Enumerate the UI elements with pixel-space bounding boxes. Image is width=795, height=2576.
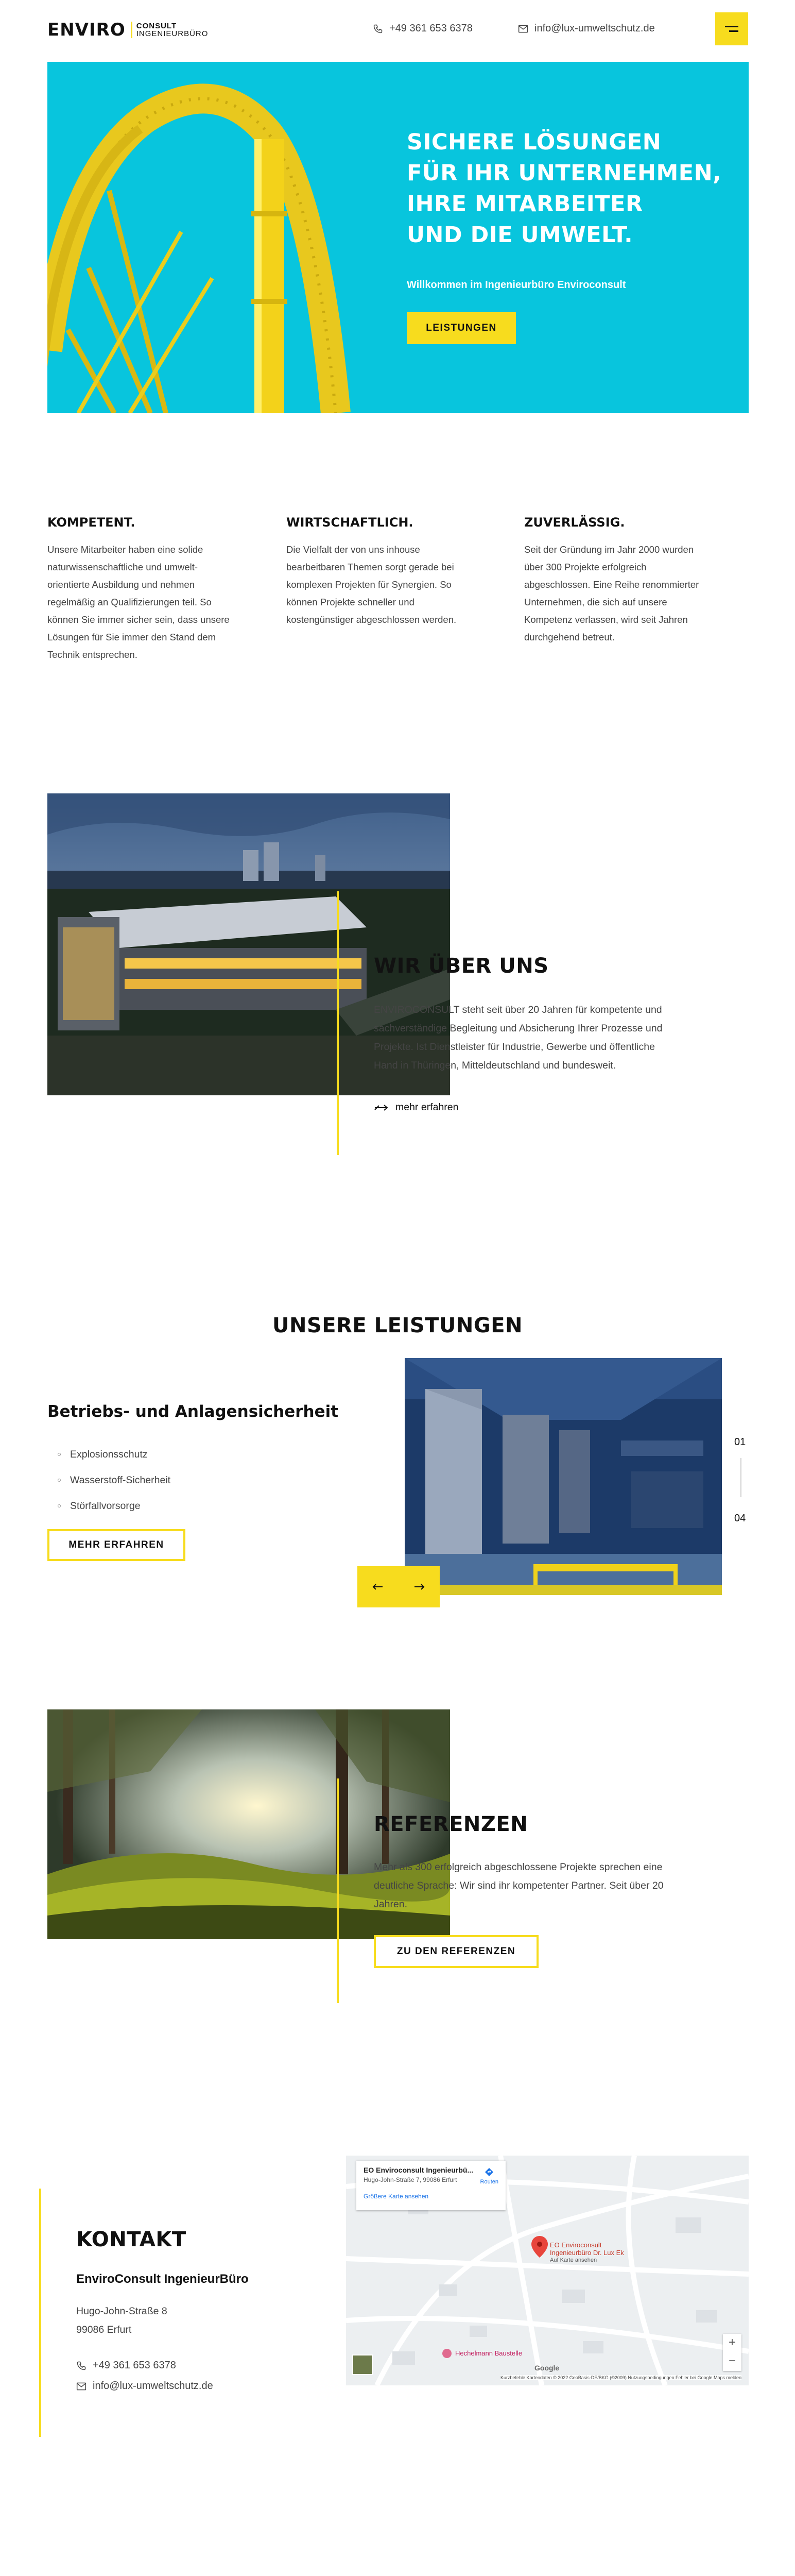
map-card-address: Hugo-John-Straße 7, 99086 Erfurt: [364, 2176, 457, 2183]
map-card-larger-link[interactable]: Größere Karte ansehen: [364, 2193, 429, 2200]
phone-icon: [373, 24, 383, 34]
value-text: [524, 541, 751, 646]
menu-button[interactable]: [715, 12, 748, 45]
value-text-line: können Projekte schneller und: [286, 597, 414, 607]
list-item-label: Wasserstoff-Sicherheit: [70, 1474, 171, 1486]
map-satellite-toggle[interactable]: [352, 2354, 373, 2375]
logo-sub-line-2: INGENIEURBÜRO: [136, 29, 209, 38]
value-text-line: komplexen Projekten für Synergien. So: [286, 579, 452, 590]
map-directions-label: Routen: [480, 2179, 498, 2185]
logo-divider: [131, 22, 132, 38]
slider-counter-current: 01: [734, 1436, 746, 1448]
list-item: [58, 1493, 170, 1519]
mail-icon: [76, 2382, 87, 2391]
contact-street: Hugo-John-Straße 8: [76, 2306, 167, 2317]
about-accent-line: [337, 891, 339, 1155]
value-wirtschaftlich: [286, 515, 503, 629]
contact-email: info@lux-umweltschutz.de: [93, 2380, 213, 2392]
value-zuverlaessig: [524, 515, 751, 646]
contact-address: [76, 2302, 167, 2339]
contact-accent-line: [39, 2189, 41, 2437]
phone-icon: [76, 2361, 87, 2371]
references-text-line: Jahren.: [374, 1899, 408, 1910]
about-title: WIR ÜBER UNS: [374, 954, 549, 978]
value-text-line: regelmäßig an Qualifizierungen teil. So: [47, 597, 212, 607]
value-title: WIRTSCHAFTLICH.: [286, 515, 413, 530]
value-text-line: können Sie immer sicher sein, dass unsere: [47, 614, 230, 625]
contact-title: KONTAKT: [76, 2228, 186, 2251]
value-text-line: Seit der Gründung im Jahr 2000 wurden: [524, 544, 694, 555]
arrow-right-icon: [374, 1104, 388, 1112]
contact-phone-link[interactable]: [76, 2360, 176, 2371]
mail-icon: [518, 24, 528, 33]
references-text-line: Mehr als 300 erfolgreich abgeschlossene Projekte sprechen eine: [374, 1861, 663, 1873]
bullet: [58, 1453, 61, 1456]
contact-email-link[interactable]: [76, 2380, 213, 2392]
value-text-line: Kompetenz verlassen, wird seit Jahren: [524, 614, 688, 625]
references-button[interactable]: ZU DEN REFERENZEN: [374, 1935, 539, 1968]
rollercoaster-image: [47, 62, 408, 413]
about-more-label: mehr erfahren: [395, 1101, 459, 1113]
contact-city: 99086 Erfurt: [76, 2324, 132, 2335]
value-text-line: orientierte Ausbildung und nehmen: [47, 579, 195, 590]
map-pin-label: [550, 2241, 624, 2264]
service-list: [58, 1442, 170, 1519]
references-text-line: deutliche Sprache: Wir sind ihr kompetenter Partner. Seit über 20: [374, 1880, 664, 1891]
hero-title-line: SICHERE LÖSUNGEN: [407, 129, 662, 155]
services-heading: UNSERE LEISTUNGEN: [272, 1314, 523, 1337]
value-text: [286, 541, 503, 629]
service-title: Betriebs- und Anlagensicherheit: [47, 1402, 339, 1421]
slider-progress-track: [740, 1458, 741, 1497]
value-text-line: kostengünstiger abgeschlossen werden.: [286, 614, 457, 625]
hero-title-line: IHRE MITARBEITER: [407, 191, 643, 217]
about-text-line: ENVIROCONSULT steht seit über 20 Jahren für kompetente und: [374, 1004, 662, 1015]
contact-phone: +49 361 653 6378: [93, 2360, 176, 2371]
header-phone-link[interactable]: [373, 23, 473, 35]
value-title: ZUVERLÄSSIG.: [524, 515, 625, 530]
zoom-out-icon[interactable]: −: [728, 2354, 736, 2368]
hero-title: [407, 127, 736, 250]
map-poi-label: Hechelmann Baustelle: [455, 2349, 523, 2357]
slider-controls: [357, 1566, 440, 1607]
list-item: [58, 1467, 170, 1493]
menu-icon-line-2: [729, 30, 738, 32]
value-text-line: bearbeitbaren Themen sorgt gerade bei: [286, 562, 454, 572]
map-info-card: [356, 2161, 506, 2210]
hero-leistungen-button[interactable]: LEISTUNGEN: [407, 312, 516, 344]
logo-wordmark: ENVIRO: [47, 20, 126, 40]
value-text-line: Technik entsprechen.: [47, 649, 137, 660]
references-title: REFERENZEN: [374, 1812, 528, 1836]
header-phone: +49 361 653 6378: [389, 23, 473, 34]
map-directions[interactable]: [480, 2167, 498, 2185]
value-text: [47, 541, 264, 664]
value-text-line: naturwissenschaftliche und umwelt-: [47, 562, 198, 572]
menu-icon-line-1: [725, 26, 738, 27]
directions-icon: [484, 2167, 494, 2177]
hero-title-line: UND DIE UMWELT.: [407, 222, 633, 248]
map-attribution: Kurzbefehle Kartendaten © 2022 GeoBasis-DE/BKG (©2009) Nutzungsbedingungen Fehler bei Google Maps melden: [500, 2375, 742, 2380]
about-text-line: sachverständige Begleitung und Absicherung Ihrer Prozesse und: [374, 1023, 663, 1034]
header-email: info@lux-umweltschutz.de: [534, 23, 655, 34]
value-title: KOMPETENT.: [47, 515, 135, 530]
list-item: [58, 1442, 170, 1467]
logo-sub-line-1: CONSULT: [136, 22, 177, 30]
value-text-line: Unsere Mitarbeiter haben eine solide: [47, 544, 203, 555]
logo-subtitle: [136, 22, 209, 38]
value-kompetent: [47, 515, 264, 664]
map-pin-label-line: EO Enviroconsult: [550, 2241, 602, 2249]
references-text: [374, 1858, 734, 1913]
references-accent-line: [337, 1778, 339, 2003]
about-text: [374, 1001, 734, 1075]
value-text-line: Unternehmen, die sich auf unsere: [524, 597, 667, 607]
contact-company: EnviroConsult IngenieurBüro: [76, 2272, 249, 2286]
about-text-line: Hand in Thüringen, Mitteldeutschland und bundesweit.: [374, 1060, 616, 1071]
header-email-link[interactable]: [518, 23, 655, 35]
arrow-left-icon[interactable]: [372, 1583, 384, 1590]
map-pin-label-line: Ingenieurbüro Dr. Lux Ek: [550, 2249, 624, 2257]
bullet: [58, 1504, 61, 1507]
value-text-line: Die Vielfalt der von uns inhouse: [286, 544, 420, 555]
map-pin-label-line: Auf Karte ansehen: [550, 2257, 597, 2263]
google-map[interactable]: [346, 2156, 749, 2385]
value-text-line: durchgehend betreut.: [524, 632, 615, 642]
about-more-link[interactable]: [374, 1101, 458, 1113]
value-text-line: abgeschlossen. Eine Reihe renommierter: [524, 579, 699, 590]
hero-title-line: FÜR IHR UNTERNEHMEN,: [407, 160, 721, 186]
value-text-line: Lösungen für Sie immer den Stand dem: [47, 632, 216, 642]
hero-subtitle: Willkommen im Ingenieurbüro Enviroconsult: [407, 279, 626, 291]
map-zoom-controls: [723, 2334, 741, 2371]
bullet: [58, 1479, 61, 1482]
list-item-label: Störfallvorsorge: [70, 1500, 141, 1512]
list-item-label: Explosionsschutz: [70, 1448, 148, 1460]
hero-banner: [47, 62, 749, 413]
value-text-line: über 300 Projekte erfolgreich: [524, 562, 647, 572]
arrow-right-icon[interactable]: [413, 1583, 425, 1590]
google-logo: Google: [534, 2364, 560, 2372]
service-more-button[interactable]: MEHR ERFAHREN: [47, 1529, 185, 1561]
zoom-in-icon[interactable]: +: [728, 2335, 736, 2349]
slider-counter-total: 04: [734, 1513, 746, 1524]
map-card-title: EO Enviroconsult Ingenieurbü...: [364, 2166, 474, 2174]
warehouse-image: [405, 1358, 722, 1595]
site-logo[interactable]: [47, 20, 208, 40]
about-text-line: Projekte. Ist Dienstleister für Industrie, Gewerbe und öffentliche: [374, 1041, 655, 1053]
